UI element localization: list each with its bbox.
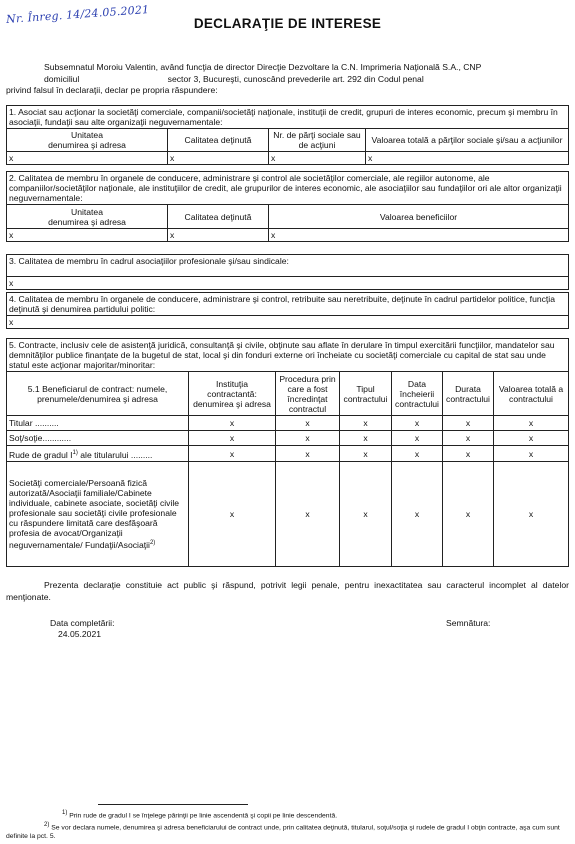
table-cell: x [189, 431, 276, 446]
table-cell: x [276, 431, 340, 446]
table-cell: x [392, 416, 443, 431]
section-1 [6, 105, 569, 165]
column-header: Tipul contractului [340, 372, 392, 416]
table-cell: x [168, 152, 269, 165]
row-label-companies [7, 462, 189, 567]
column-header: Unitatea denumirea şi adresa [7, 129, 168, 152]
table-cell: x [340, 446, 392, 462]
table-cell: x [340, 462, 392, 567]
row-label-titular: Titular .......... [7, 416, 189, 431]
table-cell: x [168, 229, 269, 242]
footnote-ref: 2) [149, 540, 156, 547]
column-header: 5.1 Beneficiarul de contract: numele, prenumele/denumirea şi adresa [7, 372, 189, 416]
footnote-2 [6, 821, 569, 841]
footnote-text: Se vor declara numele, denumirea şi adresa beneficiarului de contract unde, prin calitatea deţinută, titularul, soţul/soţia şi rudele de gradul I obţin contracte, aşa cum sunt definite la pct. 5. [6, 824, 560, 840]
footnote-mark: 1) [62, 810, 68, 816]
table-cell: x [7, 277, 569, 290]
signature-label: Semnătura: [446, 618, 491, 628]
date-label: Data completării: [50, 618, 115, 628]
table-cell: x [7, 152, 168, 165]
table-cell: x [392, 462, 443, 567]
column-header: Calitatea deţinută [168, 129, 269, 152]
footnote-1 [6, 809, 569, 821]
table-cell: x [494, 431, 569, 446]
table-cell: x [189, 416, 276, 431]
table-cell: x [276, 446, 340, 462]
section-3-heading: 3. Calitatea de membru în cadrul asociaţiilor profesionale şi/sau sindicale: [7, 255, 569, 277]
table-cell: x [7, 229, 168, 242]
footnote-text: Prin rude de gradul I se înţelege părinţii pe linie ascendentă şi copii pe linie descendentă. [67, 812, 338, 820]
section-2-heading: 2. Calitatea de membru în organele de conducere, administrare şi control ale societăţilor comerciale, ale regiilor autonome, ale companiilor/societăţilor naţionale, ale instituţiilor de credit, ale grupurilor de interes economic, ale asociaţiilor sau fundaţiilor ori ale altor organizaţii neguvernamentale: [7, 172, 569, 205]
closing-statement [6, 580, 569, 603]
footnote-mark: 2) [44, 822, 50, 828]
section-4 [6, 292, 569, 329]
footnote-ref: 1) [72, 449, 78, 456]
table-cell: x [269, 229, 569, 242]
intro-line: domiciliul sector 3, Bucureşti, cunoscând prevederile art. 292 din Codul penal [44, 73, 424, 84]
intro-line: Subsemnatul Moroiu Valentin, având funcţia de director Direcţie Dezvoltare la C.N. Imprimeria Naţională S.A., CNP [44, 62, 482, 72]
table-cell: x [340, 431, 392, 446]
column-header: Valoarea totală a părţilor sociale şi/sau a acţiunilor [366, 129, 569, 152]
table-cell: x [494, 416, 569, 431]
table-cell: x [340, 416, 392, 431]
table-cell: x [443, 416, 494, 431]
intro-line: privind falsul în declaraţii, declar pe propria răspundere: [6, 85, 218, 95]
section-5-heading: 5. Contracte, inclusiv cele de asistenţă juridică, consultanţă şi civile, obţinute sau aflate în derulare în timpul exercitării funcţiilor, mandatelor sau demnităţilor publice finanţate de la bugetul de stat, local şi din fonduri externe ori încheiate cu societăţi comerciale cu capital de stat sau unde statul este acţionar majoritar/minoritar: [7, 339, 569, 372]
table-cell: x [443, 446, 494, 462]
row-label-relatives [7, 446, 189, 462]
column-header: Unitatea denumirea şi adresa [7, 205, 168, 229]
column-header: Procedura prin care a fost încredinţat contractul [276, 372, 340, 416]
table-cell: x [494, 462, 569, 567]
table-cell: x [276, 416, 340, 431]
section-4-heading: 4. Calitatea de membru în organele de conducere, administrare şi control, retribuite sau neretribuite, deţinute în cadrul partidelor politice, funcţia deţinută şi denumirea partidului politic: [7, 293, 569, 316]
table-cell: x [269, 152, 366, 165]
row-label-text: Societăţi comerciale/Persoană fizică autorizată/Asociaţii familiale/Cabinete individuale, cabinete asociate, societăţi civile profesionale sau societăţi civile profesionale cu răspundere limitată care desfăşoară profesia de avocat/Organizaţii neguvernamentale/ Fundaţii/Asociaţii [9, 478, 180, 550]
section-3 [6, 254, 569, 290]
table-cell: x [392, 446, 443, 462]
table-cell: x [392, 431, 443, 446]
footnote-divider [98, 804, 248, 805]
date-value: 24.05.2021 [58, 629, 102, 639]
table-cell: x [494, 446, 569, 462]
handwritten-registration-note: Nr. Înreg. 14/24.05.2021 [5, 3, 150, 26]
section-1-heading: 1. Asociat sau acţionar la societăţi comerciale, companii/societăţi naţionale, instituţii de credit, grupuri de interes economic, precum şi membru în asociaţii, fundaţii sau alte organizaţii neguvernamentale: [7, 106, 569, 129]
table-cell: x [7, 316, 569, 329]
row-label-spouse: Soţ/soţie............ [7, 431, 189, 446]
page-title: DECLARAŢIE DE INTERESE [193, 16, 382, 31]
column-header: Valoarea beneficiilor [269, 205, 569, 229]
row-label-text: Rude de gradul I [9, 449, 73, 460]
section-5 [6, 338, 569, 567]
column-header: Nr. de părţi sociale sau de acţiuni [269, 129, 366, 152]
section-2 [6, 171, 569, 242]
table-cell: x [276, 462, 340, 567]
table-cell: x [189, 462, 276, 567]
completion-date [50, 618, 114, 640]
closing-text: Prezenta declaraţie constituie act public şi răspund, potrivit legii penale, pentru inexactitatea sau caracterul incomplet al datelor menţionate. [6, 580, 569, 602]
column-header: Calitatea deţinută [168, 205, 269, 229]
column-header: Durata contractului [443, 372, 494, 416]
row-label-text: ale titularului ......... [77, 449, 153, 460]
column-header: Data încheierii contractului [392, 372, 443, 416]
table-cell: x [443, 431, 494, 446]
table-cell: x [443, 462, 494, 567]
declarant-intro [6, 62, 569, 97]
column-header: Instituţia contractantă: denumirea şi adresa [189, 372, 276, 416]
table-cell: x [366, 152, 569, 165]
table-cell: x [189, 446, 276, 462]
column-header: Valoarea totală a contractului [494, 372, 569, 416]
